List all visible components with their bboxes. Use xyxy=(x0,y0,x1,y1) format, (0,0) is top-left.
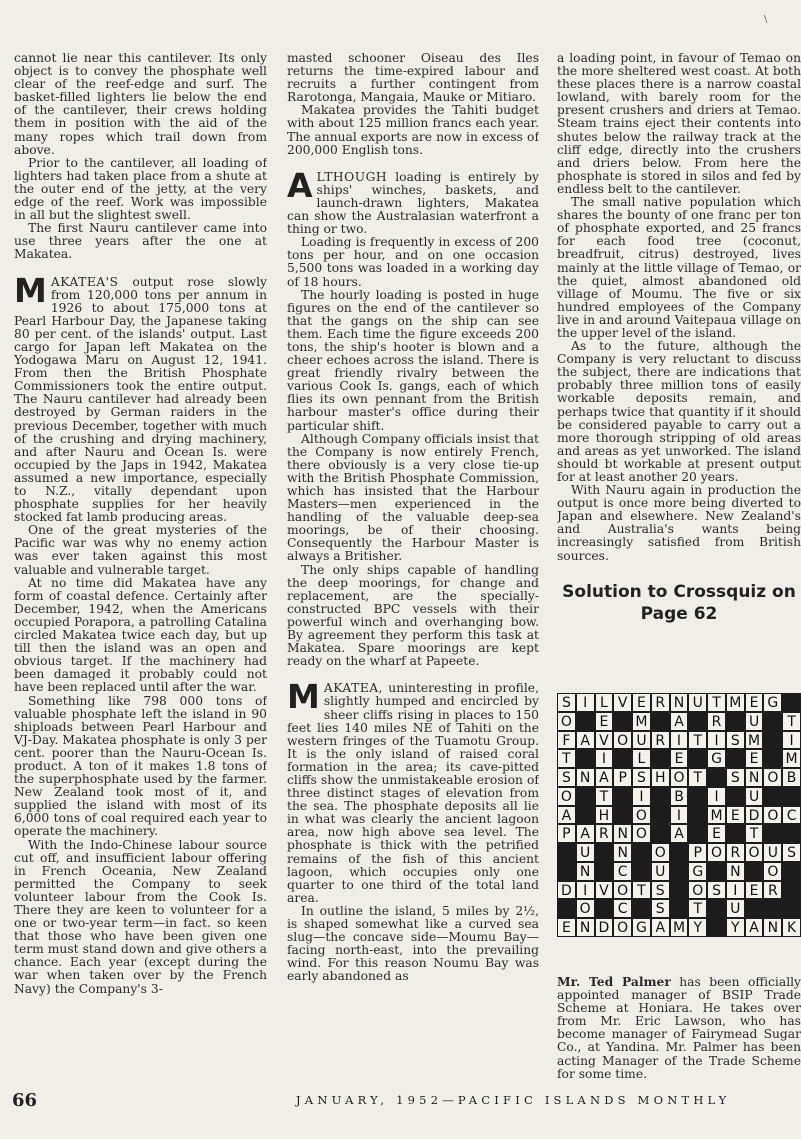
crossquiz-letter: U xyxy=(655,863,666,880)
crossquiz-cell xyxy=(688,768,707,787)
crossquiz-letter: E xyxy=(749,882,759,899)
crossquiz-letter: A xyxy=(655,920,666,937)
news-note-paragraph xyxy=(557,975,801,1081)
crossquiz-cell xyxy=(651,881,670,900)
crossquiz-cell xyxy=(763,918,782,937)
crossquiz-letter: E xyxy=(599,713,609,730)
crossquiz-cell xyxy=(595,731,614,750)
crossquiz-letter: I xyxy=(639,788,644,805)
crossquiz-cell xyxy=(763,806,782,825)
crossquiz-cell xyxy=(707,731,726,750)
crossquiz-letter: G xyxy=(711,751,722,768)
crossquiz-cell xyxy=(670,806,689,825)
crossquiz-letter: A xyxy=(674,713,684,730)
crossquiz-letter: V xyxy=(617,695,628,711)
crossquiz-letter: O xyxy=(767,807,779,824)
crossquiz-letter: M xyxy=(672,920,686,937)
crossquiz-letter: R xyxy=(655,732,666,749)
crossquiz-letter: N xyxy=(730,863,741,880)
crossquiz-letter: S xyxy=(561,695,571,711)
crossquiz-letter: O xyxy=(767,863,779,880)
crossquiz-letter: N xyxy=(673,695,685,711)
crossquiz-letter: O xyxy=(692,882,704,899)
crossquiz-cell xyxy=(651,899,670,918)
crossquiz-cell xyxy=(632,693,651,712)
crossquiz-letter: B xyxy=(674,788,684,805)
crossquiz-letter: A xyxy=(749,920,759,937)
crossquiz-letter: A xyxy=(580,732,590,749)
paragraph: The first Nauru cantilever came into use three years after the one at Makatea. xyxy=(14,221,267,262)
crossquiz-cell xyxy=(745,787,764,806)
crossquiz-cell xyxy=(576,824,595,843)
crossquiz-letter: E xyxy=(749,751,759,768)
crossquiz-letter: A xyxy=(561,807,572,824)
paragraph: At no time did Makatea have any form of coastal defence. Certainly after December, 1942, when the Americans occupied Porapora, a patrolling Catalina circled Makatea twice each day, but up till then the island was an open and obvious target. If the machinery had been damaged it probably could not have been replaced until after the war. xyxy=(14,575,267,695)
crossquiz-letter: E xyxy=(749,695,759,711)
crossquiz-letter: T xyxy=(693,770,703,787)
crossquiz-letter: U xyxy=(636,732,647,749)
crossquiz-letter: C xyxy=(617,901,628,918)
crossquiz-letter: O xyxy=(617,732,629,749)
crossquiz-letter: S xyxy=(637,770,646,787)
article-column-1 xyxy=(14,52,267,996)
crossquiz-cell xyxy=(576,881,595,900)
crossquiz-cell xyxy=(557,918,576,937)
crossquiz-letter: A xyxy=(580,826,590,843)
crossquiz-cell xyxy=(745,693,764,712)
crossquiz-cell xyxy=(670,768,689,787)
crossquiz-letter: I xyxy=(583,882,588,899)
crossquiz-cell xyxy=(576,862,595,881)
crossquiz-cell xyxy=(707,712,726,731)
crossquiz-cell xyxy=(595,824,614,843)
crossquiz-cell xyxy=(745,806,764,825)
crossquiz-cell xyxy=(595,918,614,937)
crossquiz-letter: T xyxy=(693,732,703,749)
paragraph: In outline the island, 5 miles by 2½, is shaped somewhat like a curved sea slug—the concave side—Moumu Bay—facing north-east, into the prevailing wind. For this reason Noumu Bay was early abandoned as xyxy=(287,903,539,984)
crossquiz-letter: C xyxy=(786,807,797,824)
crossquiz-cell xyxy=(726,693,745,712)
paragraph: With the Indo-Chinese labour source cut off, and insufficient labour offering in French Oceania, New Zealand permitted the Company to seek volunteer labour from the Cook Is. There they are keen to volunteer for a one or two-year term—in fact. so keen that those who have been given one term must stand down and give others a chance. Each year (except during the war when taken over by the French Navy) the Company's 3- xyxy=(14,837,267,996)
crossquiz-cell xyxy=(782,806,801,825)
crossquiz-letter: P xyxy=(562,826,571,843)
crossquiz-letter: P xyxy=(693,845,702,862)
crossquiz-letter: E xyxy=(712,826,721,843)
crossquiz-letter: G xyxy=(692,863,704,880)
crossquiz-letter: H xyxy=(598,807,610,824)
crossquiz-cell xyxy=(688,918,707,937)
crossquiz-letter: M xyxy=(748,732,761,749)
crossquiz-letter: U xyxy=(748,788,760,805)
crossquiz-letter: O xyxy=(673,770,685,787)
crossquiz-letter: R xyxy=(711,713,722,730)
crossquiz-letter: B xyxy=(786,770,797,787)
paragraph: The only ships capable of handling the deep moorings, for change and replacement, are the specially-constructed BPC vessels with their powerful winch and overhanging bow. By agreement they perform this task at Makatea. Spare moorings are kept ready on the wharf at Papeete. xyxy=(287,562,539,669)
crossquiz-cell xyxy=(707,806,726,825)
crossquiz-cell xyxy=(576,899,595,918)
paragraph: cannot lie near this cantilever. Its only object is to convey the phosphate well clear of the reef-edge and surf. The basket-filled lighters lie below the end of the cantilever, their crews holding them in position with the aid of the many ropes which trail down from above. xyxy=(14,52,267,157)
crossquiz-cell xyxy=(651,693,670,712)
crossquiz-cell xyxy=(707,693,726,712)
crossquiz-cell xyxy=(613,843,632,862)
crossquiz-letter: M xyxy=(729,695,742,711)
crossquiz-cell xyxy=(576,768,595,787)
crossquiz-cell xyxy=(651,843,670,862)
crossquiz-cell xyxy=(688,843,707,862)
crossquiz-cell xyxy=(651,862,670,881)
drop-cap: A xyxy=(287,165,313,205)
crossquiz-cell xyxy=(632,749,651,768)
crossquiz-letter: H xyxy=(654,770,666,787)
crossquiz-cell xyxy=(576,918,595,937)
crossquiz-letter: L xyxy=(637,751,646,768)
crossquiz-letter: I xyxy=(676,732,682,749)
paragraph: Makatea provides the Tahiti budget with about 125 million francs each year. The annual exports are now in excess of 200,000 English tons. xyxy=(287,103,539,157)
crossquiz-cell xyxy=(782,731,801,750)
crossquiz-letter: E xyxy=(561,920,571,937)
crossquiz-cell xyxy=(745,731,764,750)
paragraph: The small native population which shares the bounty of one franc per ton of phosphate exported, and 25 francs for each food tree (coconut, breadfruit, citrus) destroyed, lives mainly at the little village of Temao, or the quiet, almost abandoned old village of Moumu. The five or six hundred employees of the Company live in and around Vaitepaua village on the upper level of the island. xyxy=(557,195,801,340)
crossquiz-letter: O xyxy=(617,920,629,937)
crossquiz-letter: N xyxy=(617,826,628,843)
news-note-name: Mr. Ted Palmer xyxy=(557,975,671,989)
crossquiz-cell xyxy=(557,693,576,712)
drop-cap: M xyxy=(14,270,47,310)
crossquiz-cells xyxy=(557,693,801,937)
crossquiz-letter: T xyxy=(693,901,703,918)
crossquiz-cell xyxy=(557,768,576,787)
crossquiz-letter: F xyxy=(562,732,571,749)
lead-word: AKATEA'S xyxy=(50,274,119,289)
crossquiz-cell xyxy=(632,731,651,750)
crossquiz-letter: M xyxy=(635,713,648,730)
crossquiz-letter: U xyxy=(692,695,703,711)
crossquiz-cell xyxy=(745,768,764,787)
crossquiz-letter: K xyxy=(787,920,797,937)
crossquiz-letter: A xyxy=(674,826,684,843)
crossquiz-cell xyxy=(782,712,801,731)
crossquiz-letter: T xyxy=(787,713,796,730)
crossquiz-cell xyxy=(763,768,782,787)
crossquiz-cell xyxy=(782,749,801,768)
crossquiz-cell xyxy=(707,881,726,900)
crossquiz-cell xyxy=(670,731,689,750)
crossquiz-letter: O xyxy=(711,845,723,862)
crossquiz-cell xyxy=(595,768,614,787)
crossquiz-letter: U xyxy=(730,901,741,918)
paragraph: The hourly loading is posted in huge figures on the end of the cantilever so that the gangs on the ship can see them. Each time the figure exceeds 200 tons, the ship's hooter is blown and a cheer echoes across the island. There is great friendly rivalry between the various Cook Is. gangs, each of which flies its own pennant from the British harbour master's office during their particular shift. xyxy=(287,287,539,433)
crossquiz-letter: I xyxy=(583,695,588,711)
crossquiz-letter: T xyxy=(749,826,759,843)
crossquiz-cell xyxy=(613,824,632,843)
crossquiz-cell xyxy=(632,881,651,900)
crossquiz-cell xyxy=(763,693,782,712)
crossquiz-letter: N xyxy=(767,920,779,937)
crossquiz-letter: A xyxy=(599,770,609,787)
crossquiz-letter: T xyxy=(562,751,571,768)
crossquiz-letter: V xyxy=(599,732,609,749)
page-number: 66 xyxy=(12,1090,38,1111)
crossquiz-cell xyxy=(688,881,707,900)
crossquiz-cell xyxy=(557,806,576,825)
crossquiz-letter: R xyxy=(599,826,609,843)
crossquiz-letter: S xyxy=(712,882,721,899)
crossquiz-letter: D xyxy=(748,807,760,824)
crossquiz-letter: E xyxy=(637,695,646,711)
dropcap-paragraph xyxy=(14,270,267,525)
crossquiz-letter: S xyxy=(655,882,665,899)
crossquiz-cell xyxy=(745,824,764,843)
crossquiz-letter: P xyxy=(618,770,627,787)
crossquiz-letter: U xyxy=(580,845,591,862)
crossquiz-letter: S xyxy=(655,901,665,918)
crossquiz-cell xyxy=(651,768,670,787)
crossquiz-letter: L xyxy=(600,695,608,711)
crossquiz-cell xyxy=(745,918,764,937)
crossquiz-letter: N xyxy=(579,863,591,880)
crossquiz-cell xyxy=(613,899,632,918)
dropcap-paragraph xyxy=(287,165,539,237)
crossquiz-cell xyxy=(670,693,689,712)
crossquiz-letter: O xyxy=(767,770,779,787)
crossquiz-cell xyxy=(632,806,651,825)
crossquiz-letter: N xyxy=(579,920,591,937)
crossquiz-cell xyxy=(726,899,745,918)
crossquiz-letter: I xyxy=(733,882,738,899)
paragraph: Something like 798 000 tons of valuable phosphate left the island in 90 shiploads between Pearl Harbour and VJ-Day. Makatea phosphate is only 3 per cent. poorer than the Nauru-Ocean Is. product. A ton of it makes 1.8 tons of the superphosphate used by the farmer. New Zealand took most of it, and supplied the island with most of its 6,000 tons of coal required each year to operate the machinery. xyxy=(14,693,267,839)
crossquiz-letter: O xyxy=(560,788,572,805)
crossquiz-cell xyxy=(651,731,670,750)
crossquiz-grid xyxy=(557,693,801,937)
crossquiz-cell xyxy=(595,787,614,806)
crossquiz-cell xyxy=(707,787,726,806)
crossquiz-letter: E xyxy=(730,807,740,824)
crossquiz-cell xyxy=(595,881,614,900)
crossquiz-cell xyxy=(613,693,632,712)
dropcap-paragraph xyxy=(287,677,539,905)
crossquiz-letter: N xyxy=(617,845,628,862)
crossquiz-cell xyxy=(782,768,801,787)
crossquiz-cell xyxy=(613,731,632,750)
crossquiz-letter: E xyxy=(674,751,684,768)
crossquiz-cell xyxy=(726,731,745,750)
crossquiz-letter: S xyxy=(730,732,740,749)
news-note-text: has been officially appointed manager of BSIP Trade Scheme at Honiara. He takes over from Mr. Eric Lawson, who has become manager of Fairymead Sugar Co., at Yandina. Mr. Palmer has been acting Manager of the Trade Scheme for some time. xyxy=(557,975,801,1081)
crossquiz-cell xyxy=(726,768,745,787)
crossquiz-letter: M xyxy=(710,807,723,824)
crossquiz-letter: R xyxy=(655,695,666,711)
crossquiz-letter: O xyxy=(748,845,760,862)
paragraph: masted schooner Oiseau des Iles returns the time-expired labour and recruits a further contingent from Rarotonga, Mangaia, Mauke or Mitiaro. xyxy=(287,52,539,105)
crossquiz-letter: I xyxy=(601,751,606,768)
paragraph: With Nauru again in production the output is once more being diverted to Japan and elsewhere. New Zealand's and Australia's wants being increasingly satisfied from British sources. xyxy=(557,483,801,563)
crossquiz-cell xyxy=(613,918,632,937)
crossquiz-cell xyxy=(726,806,745,825)
crossquiz-cell xyxy=(707,749,726,768)
crossquiz-letter: Y xyxy=(731,920,740,937)
crossquiz-cell xyxy=(726,862,745,881)
crossquiz-letter: O xyxy=(617,882,629,899)
crossquiz-cell xyxy=(613,862,632,881)
crossquiz-cell xyxy=(632,768,651,787)
paragraph-text: uninteresting in profile, slightly humped and encircled by sheer cliffs rising in places to 150 feet lies 140 miles NE of Tahiti on the western fringes of the Tuamotu Group. It is the only island of raised coral formation in the area; its cave-pitted cliffs show the unmistakeable erosion of three distinct stages of elevation from the sea. The phosphate deposits all lie in what was clearly the ancient lagoon area, now high above sea level. The phosphate is thick with the petrified remains of the fish of this ancient lagoon, which occupies only one quarter to one third of the total land area. xyxy=(287,681,539,905)
crossquiz-cell xyxy=(595,693,614,712)
crossquiz-letter: O xyxy=(560,713,572,730)
crossquiz-cell xyxy=(670,749,689,768)
corner-mark: \ xyxy=(764,14,768,25)
crossquiz-cell xyxy=(745,843,764,862)
crossquiz-cell xyxy=(557,731,576,750)
crossquiz-solution-title: Solution to Crossquiz on Page 62 xyxy=(562,581,796,624)
article-column-2 xyxy=(287,52,539,983)
crossquiz-letter: U xyxy=(767,845,778,862)
crossquiz-cell xyxy=(763,881,782,900)
paragraph-text: loading is entirely by ships' winches, baskets, and launch-drawn lighters, Makatea can show the Australasian waterfront a thing or two. xyxy=(287,169,539,237)
paragraph: Prior to the cantilever, all loading of lighters had taken place from a shute at the outer end of the jetty, at the very edge of the reef. Work was impossible in all but the slightest swell. xyxy=(14,155,267,223)
crossquiz-cell xyxy=(707,843,726,862)
crossquiz-cell xyxy=(670,787,689,806)
crossquiz-cell xyxy=(782,918,801,937)
crossquiz-letter: O xyxy=(635,807,647,824)
drop-cap: M xyxy=(287,677,320,717)
crossquiz-letter: S xyxy=(561,770,571,787)
crossquiz-letter: T xyxy=(599,788,609,805)
running-footer: JANUARY, 1952—PACIFIC ISLANDS MONTHLY xyxy=(296,1093,731,1107)
crossquiz-cell xyxy=(632,787,651,806)
crossquiz-cell xyxy=(670,712,689,731)
crossquiz-cell xyxy=(595,712,614,731)
crossquiz-letter: Y xyxy=(693,920,703,937)
crossquiz-cell xyxy=(557,824,576,843)
crossquiz-cell xyxy=(782,843,801,862)
crossquiz-letter: V xyxy=(599,882,609,899)
crossquiz-cell xyxy=(595,806,614,825)
crossquiz-cell xyxy=(595,749,614,768)
crossquiz-cell xyxy=(745,749,764,768)
crossquiz-cell xyxy=(670,824,689,843)
crossquiz-letter: M xyxy=(785,751,798,768)
news-note xyxy=(557,975,801,1081)
crossquiz-cell xyxy=(688,731,707,750)
lead-word: LTHOUGH xyxy=(316,169,388,184)
crossquiz-cell xyxy=(557,749,576,768)
crossquiz-cell xyxy=(632,918,651,937)
crossquiz-cell xyxy=(688,899,707,918)
crossquiz-letter: O xyxy=(579,901,591,918)
crossquiz-cell xyxy=(726,918,745,937)
crossquiz-cell xyxy=(651,918,670,937)
article-column-3 xyxy=(557,52,801,639)
crossquiz-letter: C xyxy=(617,863,628,880)
crossquiz-letter: G xyxy=(767,695,779,711)
crossquiz-cell xyxy=(688,693,707,712)
crossquiz-letter: D xyxy=(560,882,572,899)
crossquiz-cell xyxy=(632,712,651,731)
paragraph-text: output rose slowly from 120,000 tons per annum in 1926 to about 175,000 tons at Pearl Harbour Day, the Japanese taking 80 per cent. of the islands' output. Last cargo for Japan left Makatea on the Yodogawa Maru on August 12, 1941. From then the British Phosphate Commissioners took the entire output. The Nauru cantilever had already been destroyed by German raiders in the previous December, together with much of the crushing and drying machinery, and after Nauru and Ocean Is. were occupied by the Japs in 1942, Makatea assumed a new importance, especially to N.Z., vitally dependant upon phosphate supplies for her heavily stocked fat lamb producing areas. xyxy=(14,274,267,525)
crossquiz-cell xyxy=(576,693,595,712)
crossquiz-cell xyxy=(576,843,595,862)
crossquiz-letter: I xyxy=(714,732,719,749)
paragraph: Loading is frequently in excess of 200 tons per hour, and on one occasion 5,500 tons was loaded in a working day of 18 hours. xyxy=(287,235,539,289)
crossquiz-cell xyxy=(763,843,782,862)
crossquiz-letter: T xyxy=(712,695,721,711)
crossquiz-letter: O xyxy=(654,845,666,862)
paragraph: One of the great mysteries of the Pacific war was why no enemy action was ever taken against this most valuable and vulnerable target. xyxy=(14,523,267,577)
crossquiz-letter: D xyxy=(598,920,610,937)
crossquiz-cell xyxy=(707,824,726,843)
crossquiz-letter: U xyxy=(748,713,760,730)
crossquiz-letter: I xyxy=(714,788,719,805)
crossquiz-letter: N xyxy=(748,770,760,787)
crossquiz-letter: R xyxy=(767,882,778,899)
crossquiz-cell xyxy=(670,918,689,937)
crossquiz-cell xyxy=(557,787,576,806)
crossquiz-cell xyxy=(745,881,764,900)
lead-word: AKATEA, xyxy=(323,681,384,696)
crossquiz-cell xyxy=(763,862,782,881)
crossquiz-cell xyxy=(632,824,651,843)
crossquiz-cell xyxy=(557,881,576,900)
crossquiz-letter: R xyxy=(730,845,741,862)
crossquiz-letter: N xyxy=(579,770,591,787)
crossquiz-cell xyxy=(726,881,745,900)
crossquiz-letter: I xyxy=(676,807,682,824)
paragraph: As to the future, although the Company is very reluctant to discuss the subject, there are indications that probably three million tons of easily workable deposits remain, and perhaps twice that quantity if it should be considered payable to carry out a more thorough stripping of old areas and areas as yet unworked. The island should bt workable at present output for at least another 20 years. xyxy=(557,339,801,484)
crossquiz-letter: T xyxy=(637,882,646,899)
crossquiz-cell xyxy=(557,712,576,731)
crossquiz-cell xyxy=(745,712,764,731)
crossquiz-letter: S xyxy=(730,770,740,787)
crossquiz-letter: S xyxy=(787,845,797,862)
crossquiz-letter: O xyxy=(635,826,647,843)
crossquiz-letter: G xyxy=(636,920,647,937)
crossquiz-cell xyxy=(613,768,632,787)
crossquiz-cell xyxy=(688,862,707,881)
crossquiz-cell xyxy=(613,881,632,900)
paragraph: a loading point, in favour of Temao on the more sheltered west coast. At both these places there is a narrow coastal lowland, with barely room for the present crushers and driers at Temao. Steam trains eject their contents into shutes below the railway track at the cliff edge, directly into the crushers and driers below. From here the phosphate is stored in silos and fed by endless belt to the cantilever. xyxy=(557,52,801,196)
paragraph: Although Company officials insist that the Company is now entirely French, there obviously is a very close tie-up with the British Phosphate Commission, which has insisted that the Harbour Masters—men experienced in the handling of the valuable deep-sea moorings, be of their choosing. Consequently the Harbour Master is always a Britisher. xyxy=(287,431,539,564)
crossquiz-cell xyxy=(726,843,745,862)
crossquiz-letter: I xyxy=(789,732,794,749)
crossquiz-cell xyxy=(576,731,595,750)
